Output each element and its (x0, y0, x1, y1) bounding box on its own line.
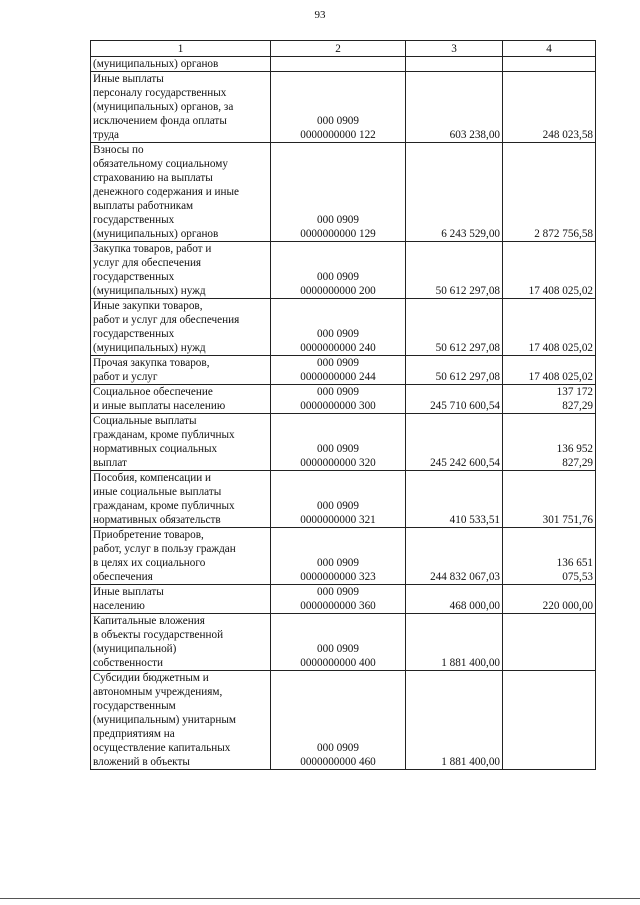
row-name-cell: Социальные выплаты гражданам, кроме публичных нормативных социальных выплат (91, 414, 271, 471)
row-code-cell (271, 57, 406, 72)
row-name-cell: Иные закупки товаров, работ и услуг для обеспечения государственных (муниципальных) нужд (91, 299, 271, 356)
row-executed-amount-cell: 220 000,00 (503, 585, 596, 614)
row-name-cell: Капитальные вложения в объекты государственной (муниципальной) собственности (91, 614, 271, 671)
header-col-1: 1 (91, 41, 271, 57)
row-code-cell: 000 0909 0000000000 360 (271, 585, 406, 614)
row-code-cell: 000 0909 0000000000 300 (271, 385, 406, 414)
table-row (91, 585, 596, 614)
row-approved-amount-cell: 50 612 297,08 (406, 299, 503, 356)
header-col-2: 2 (271, 41, 406, 57)
table-row (91, 57, 596, 72)
row-executed-amount-cell: 248 023,58 (503, 72, 596, 143)
row-code-cell: 000 0909 0000000000 460 (271, 671, 406, 770)
row-executed-amount-cell: 136 952 827,29 (503, 414, 596, 471)
row-code-cell: 000 0909 0000000000 122 (271, 72, 406, 143)
row-executed-amount-cell: 2 872 756,58 (503, 143, 596, 242)
row-executed-amount-cell: 136 651 075,53 (503, 528, 596, 585)
row-name-cell: (муниципальных) органов (91, 57, 271, 72)
row-executed-amount-cell (503, 614, 596, 671)
budget-table (90, 40, 596, 770)
header-row (91, 41, 596, 57)
row-name-cell: Иные выплаты персоналу государственных (муниципальных) органов, за исключением фонда оплаты труда (91, 72, 271, 143)
row-code-cell: 000 0909 0000000000 129 (271, 143, 406, 242)
row-executed-amount-cell: 301 751,76 (503, 471, 596, 528)
row-executed-amount-cell: 137 172 827,29 (503, 385, 596, 414)
table-row (91, 385, 596, 414)
row-code-cell: 000 0909 0000000000 200 (271, 242, 406, 299)
row-name-cell: Иные выплаты населению (91, 585, 271, 614)
row-approved-amount-cell: 603 238,00 (406, 72, 503, 143)
row-approved-amount-cell: 50 612 297,08 (406, 356, 503, 385)
row-approved-amount-cell: 410 533,51 (406, 471, 503, 528)
row-approved-amount-cell: 468 000,00 (406, 585, 503, 614)
bottom-divider (0, 898, 640, 899)
row-code-cell: 000 0909 0000000000 400 (271, 614, 406, 671)
row-executed-amount-cell: 17 408 025,02 (503, 356, 596, 385)
row-name-cell: Субсидии бюджетным и автономным учреждениям, государственным (муниципальным) унитарным предприятиям на осуществление капитальных вложений в объекты (91, 671, 271, 770)
table-row (91, 414, 596, 471)
row-code-cell: 000 0909 0000000000 321 (271, 471, 406, 528)
table-row (91, 471, 596, 528)
table-header (91, 41, 596, 57)
row-code-cell: 000 0909 0000000000 240 (271, 299, 406, 356)
row-approved-amount-cell: 6 243 529,00 (406, 143, 503, 242)
row-approved-amount-cell: 245 242 600,54 (406, 414, 503, 471)
row-approved-amount-cell: 245 710 600,54 (406, 385, 503, 414)
header-col-4: 4 (503, 41, 596, 57)
table-row (91, 72, 596, 143)
row-approved-amount-cell: 244 832 067,03 (406, 528, 503, 585)
table-row (91, 671, 596, 770)
row-approved-amount-cell: 1 881 400,00 (406, 614, 503, 671)
table-body (91, 57, 596, 770)
row-executed-amount-cell (503, 671, 596, 770)
row-name-cell: Прочая закупка товаров, работ и услуг (91, 356, 271, 385)
row-name-cell: Приобретение товаров, работ, услуг в пользу граждан в целях их социального обеспечения (91, 528, 271, 585)
row-name-cell: Закупка товаров, работ и услуг для обеспечения государственных (муниципальных) нужд (91, 242, 271, 299)
row-name-cell: Взносы по обязательному социальному страхованию на выплаты денежного содержания и иные выплаты работникам государственных (муниципальных) органов (91, 143, 271, 242)
row-code-cell: 000 0909 0000000000 323 (271, 528, 406, 585)
table-row (91, 299, 596, 356)
row-name-cell: Социальное обеспечение и иные выплаты населению (91, 385, 271, 414)
row-approved-amount-cell (406, 57, 503, 72)
table-row (91, 528, 596, 585)
row-code-cell: 000 0909 0000000000 244 (271, 356, 406, 385)
row-executed-amount-cell (503, 57, 596, 72)
table-row (91, 242, 596, 299)
table-row (91, 614, 596, 671)
page-number: 93 (314, 9, 326, 21)
table-row (91, 356, 596, 385)
row-code-cell: 000 0909 0000000000 320 (271, 414, 406, 471)
row-approved-amount-cell: 50 612 297,08 (406, 242, 503, 299)
header-col-3: 3 (406, 41, 503, 57)
row-name-cell: Пособия, компенсации и иные социальные выплаты гражданам, кроме публичных нормативных обязательств (91, 471, 271, 528)
row-executed-amount-cell: 17 408 025,02 (503, 242, 596, 299)
table-row (91, 143, 596, 242)
row-executed-amount-cell: 17 408 025,02 (503, 299, 596, 356)
row-approved-amount-cell: 1 881 400,00 (406, 671, 503, 770)
